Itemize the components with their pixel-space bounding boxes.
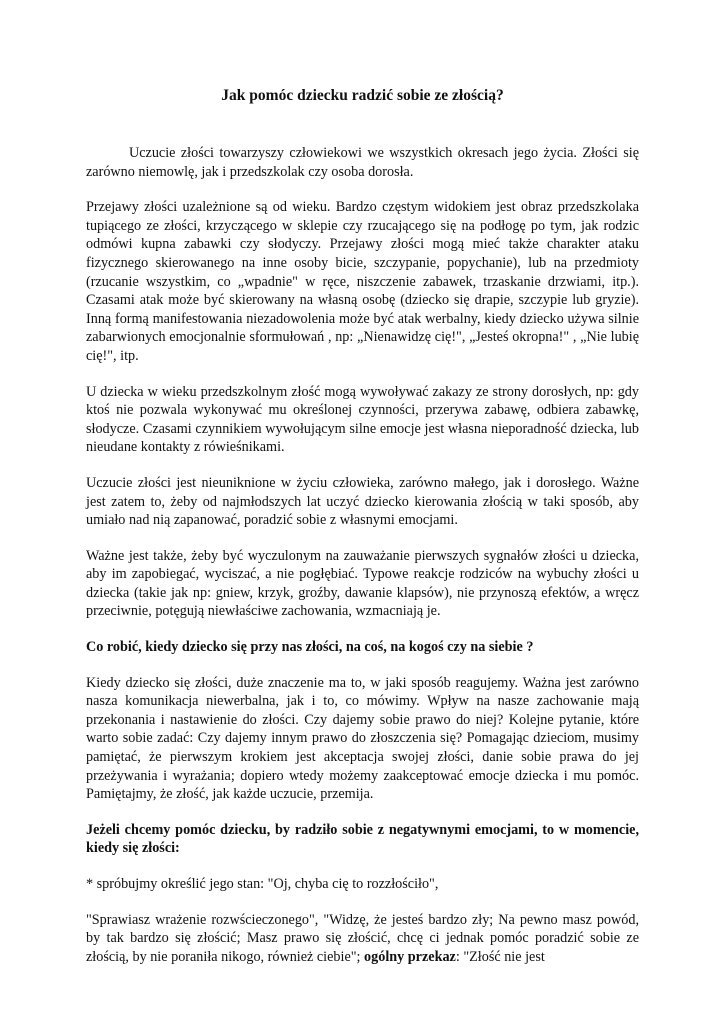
general-message-label: ogólny przekaz xyxy=(364,948,456,965)
paragraph-manifestations: Przejawy złości uzależnione są od wieku. Bardzo częstym widokiem jest obraz przedszkolaka tupiącego ze złości, krzyczącego w sklepie czy rzucającego się na podłogę po tym, jak rodzic odmówi kupna zabawki czy słodyczy. Przejawy złości mogą mieć także charakter ataku fizycznego skierowanego na inne osoby bicie, szczypanie, popychanie), lub na przedmioty (rzucanie wszystkim, co „wpadnie" w ręce, niszczenie zabawek, trzaskanie drzwiami, itp.). Czasami atak może być skierowany na własną osobę (dziecko się drapie, szczypie lub gryzie). Inną formą manifestowania niezadowolenia może być atak werbalny, kiedy dziecko używa silnie zabarwionych emocjonalnie sformułowań , np: „Nienawidzę cię!", „Jesteś okropna!" , „Nie lubię cię!", itp. xyxy=(86,199,639,364)
paragraph-example-phrases xyxy=(86,911,639,967)
example-phrases-text: "Sprawiasz wrażenie rozwścieczonego", "Widzę, że jesteś bardzo zły; Na pewno masz powód, by tak bardzo się złościć; Masz prawo się złościć, chcę ci jednak pomóc poradzić sobie ze złością, by nie poraniła nikogo, również ciebie"; xyxy=(86,911,639,965)
document-page xyxy=(86,86,639,966)
section-heading-helping-child: Jeżeli chcemy pomóc dziecku, by radziło sobie z negatywnymi emocjami, to w momencie, kiedy się złości: xyxy=(86,821,639,857)
paragraph-early-signals: Ważne jest także, żeby być wyczulonym na zauważanie pierwszych sygnałów złości u dziecka, aby im zapobiegać, wyciszać, a nie pogłębiać. Typowe reakcje rodziców na wybuchy złości u dziecka (takie jak np: gniew, krzyk, groźby, dawanie klapsów), nie przynoszą efektów, a wręcz przeciwnie, potęgują niewłaściwe zachowania, wzmacniają je. xyxy=(86,547,639,620)
paragraph-preschool-triggers: U dziecka w wieku przedszkolnym złość mogą wywoływać zakazy ze strony dorosłych, np: gdy ktoś nie pozwala wykonywać mu określonej czynności, przerywa zabawę, odbiera zabawkę, słodycze. Czasami czynnikiem wywołującym silne emocje jest własna nieporadność dziecka, lub nieudane kontakty z rówieśnikami. xyxy=(86,383,639,456)
paragraph-anger-inevitable: Uczucie złości jest nieuniknione w życiu człowieka, zarówno małego, jak i dorosłego. Ważne jest zatem to, żeby od najmłodszych lat uczyć dziecko kierowania złością w taki sposób, aby umiało nad nią zapanować, poradzić sobie z własnymi emocjami. xyxy=(86,474,639,529)
bullet-item-name-state: * spróbujmy określić jego stan: "Oj, chyba cię to rozzłościło", xyxy=(86,876,439,892)
document-title: Jak pomóc dziecku radzić sobie ze złością? xyxy=(221,87,504,104)
paragraph-intro: Uczucie złości towarzyszy człowiekowi we wszystkich okresach jego życia. Złości się zarówno niemowlę, jak i przedszkolak czy osoba dorosła. xyxy=(86,145,639,180)
section-heading-what-to-do: Co robić, kiedy dziecko się przy nas złości, na coś, na kogoś czy na siebie ? xyxy=(86,639,534,656)
general-message-text: : "Złość nie jest xyxy=(455,948,545,965)
paragraph-how-we-react: Kiedy dziecko się złości, duże znaczenie ma to, w jaki sposób reagujemy. Ważna jest zarówno nasza komunikacja niewerbalna, jak i to, co mówimy. Wpływ na nasze zachowanie mają przekonania i nastawienie do złości. Czy dajemy sobie prawo do niej? Kolejne pytanie, które warto sobie zadać: Czy dajemy innym prawo do złoszczenia się? Pomagając dzieciom, musimy pamiętać, że pierwszym krokiem jest akceptacja swojej złości, danie sobie prawa do jej przeżywania i wyrażania; dopiero wtedy możemy zaakceptować emocje dziecka i mu pomóc. Pamiętajmy, że złość, jak każde uczucie, przemija. xyxy=(86,674,639,803)
